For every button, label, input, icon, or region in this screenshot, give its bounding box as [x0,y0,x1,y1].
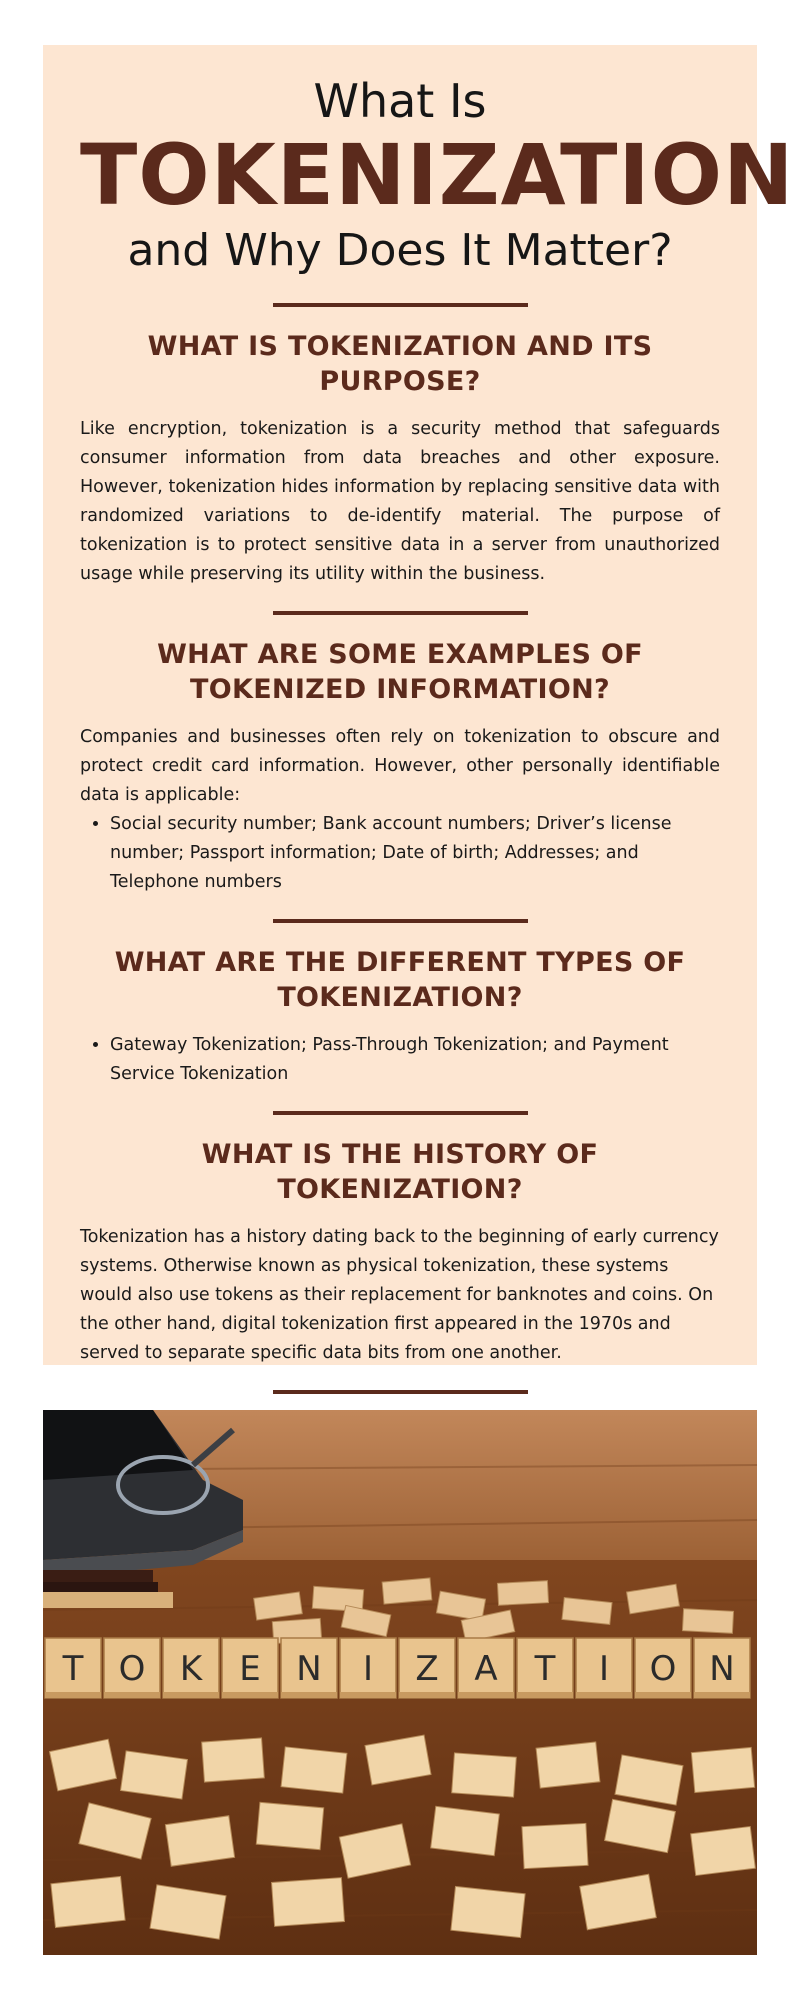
letter-tile-label: T [62,1649,84,1689]
photo-illustration [43,1410,757,1955]
letter-tile-edge [104,1692,160,1698]
letter-tile-edge [222,1692,278,1698]
section-title-types: WHAT ARE THE DIFFERENT TYPES OF TOKENIZATION? [114,947,686,1013]
scrabble-tiles-photo [43,1410,757,1955]
infographic-card [43,45,795,1365]
letter-tile-label: E [239,1649,261,1689]
letter-tile-edge [458,1692,514,1698]
section-title-history: WHAT IS THE HISTORY OF TOKENIZATION? [201,1139,599,1205]
title-main: TOKENIZATION [80,126,795,224]
letter-tile-label: O [649,1649,677,1689]
title-line-1: What Is [313,74,487,128]
section-title-examples: WHAT ARE SOME EXAMPLES OF TOKENIZED INFORMATION? [157,639,643,705]
letter-tile-edge [281,1692,337,1698]
letter-tile-edge [399,1692,455,1698]
letter-tile-label: N [709,1649,735,1689]
divider [273,611,528,615]
list-item: • Social security number; Bank account numbers; Driver’s license number; Passport information; Date of birth; Addresses; and Telephone numbers [110,810,720,897]
letter-tile-edge [517,1692,573,1698]
letter-tile-edge [635,1692,691,1698]
letter-tile-label: I [598,1649,610,1689]
title-line-3: and Why Does It Matter? [127,225,673,276]
divider [273,1390,528,1394]
divider [273,303,528,307]
letter-tile-label: N [296,1649,322,1689]
letter-tile-edge [694,1692,750,1698]
letter-tile-label: I [362,1649,374,1689]
section-paragraph-history: Tokenization has a history dating back to the beginning of early currency systems. Otherwise known as physical tokenization, these systems would also use tokens as their replacement for banknotes and coins. On the other hand, digital tokenization first appeared in the 1970s and served to separate specific data bits from one another. [80,1227,719,1363]
section-paragraph-purpose: Like encryption, tokenization is a security method that safeguards consumer information from data breaches and other exposure. However, tokenization hides information by replacing sensitive data with randomized variations to de-identify material. The purpose of tokenization is to protect sensitive data in a server from unauthorized usage while preserving its utility within the business. [80,419,720,584]
letter-tile-label: K [179,1649,203,1689]
list-item: • Gateway Tokenization; Pass-Through Tokenization; and Payment Service Tokenization [110,1031,720,1089]
section-paragraph-examples: Companies and businesses often rely on tokenization to obscure and protect credit card information. However, other personally identifiable data is applicable: [80,727,720,805]
letter-tile-label: T [534,1649,556,1689]
section-title-purpose: WHAT IS TOKENIZATION AND ITS PURPOSE? [147,331,653,397]
types-list [80,1031,720,1089]
examples-list [80,810,720,897]
letter-tile-label: Z [415,1649,439,1689]
letter-tile-edge [45,1692,101,1698]
letter-tile-edge [163,1692,219,1698]
letter-tile-label: A [474,1649,498,1689]
letter-tile-edge [576,1692,632,1698]
divider [273,919,528,923]
divider [273,1111,528,1115]
letter-tile-edge [340,1692,396,1698]
letter-tile-label: O [118,1649,146,1689]
